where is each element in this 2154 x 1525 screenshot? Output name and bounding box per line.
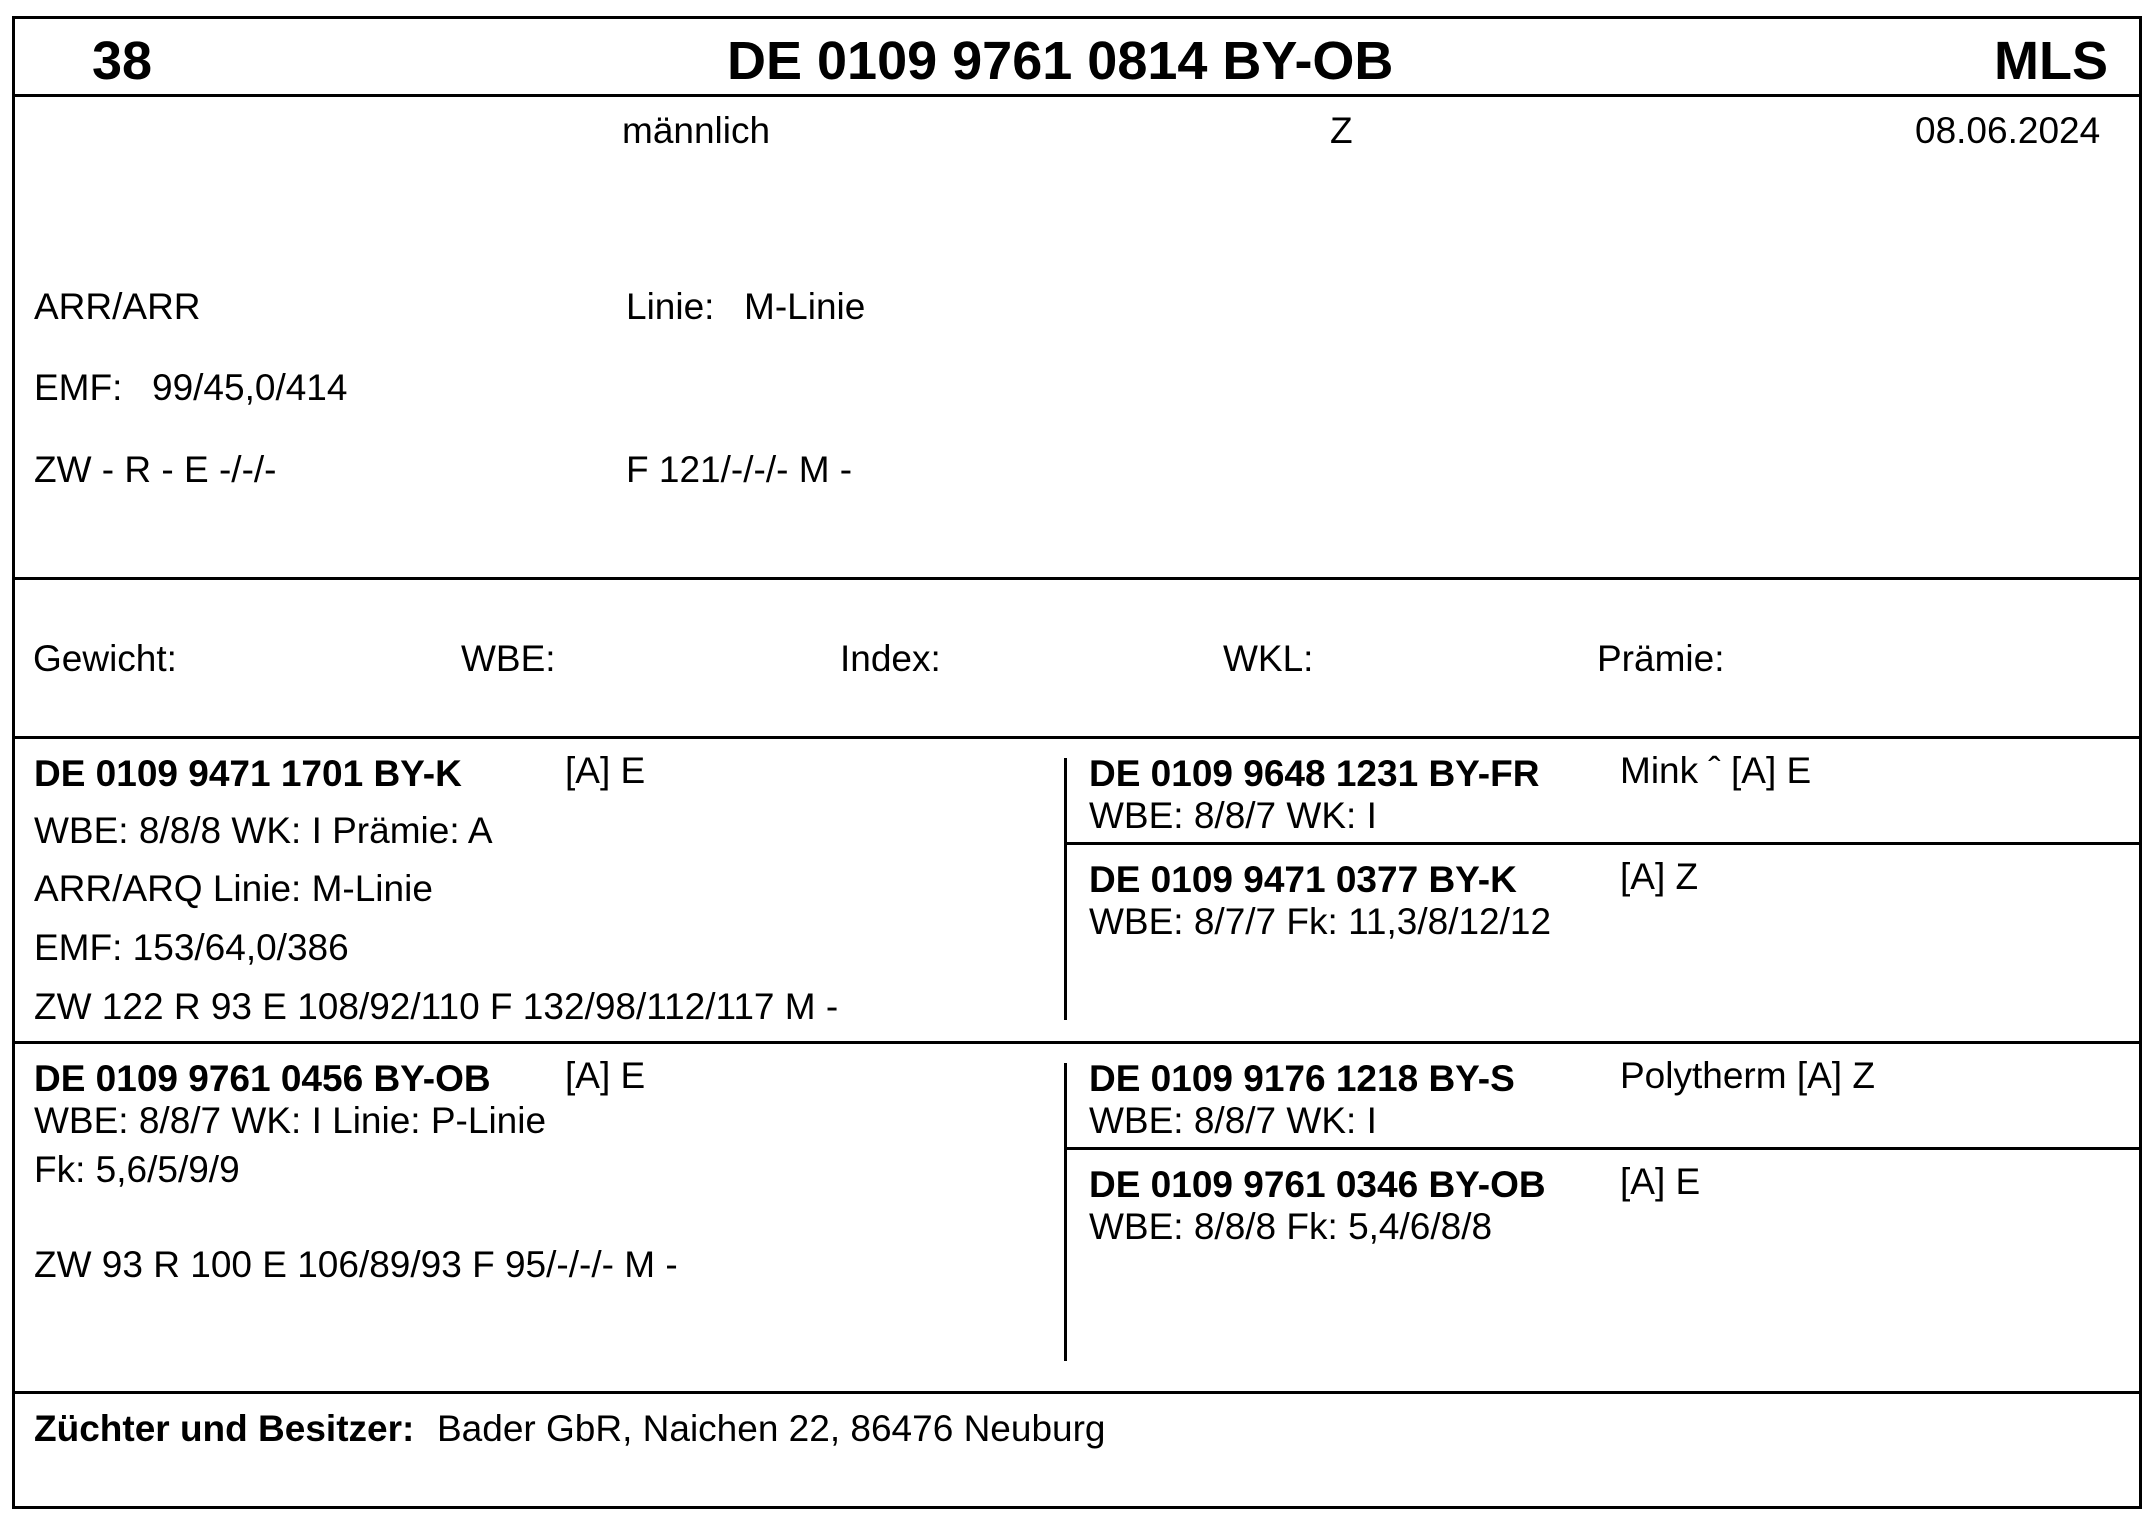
emf-label: EMF:	[34, 367, 123, 408]
dam-dam-tag: [A] E	[1620, 1161, 1701, 1202]
dam-id: DE 0109 9761 0456 BY-OB	[34, 1058, 491, 1099]
index-label: Index:	[840, 638, 941, 679]
genotype: ARR/ARR	[34, 286, 201, 327]
f-values: F 121/-/-/- M -	[626, 449, 853, 490]
status: Z	[1330, 110, 1353, 151]
dam-tag: [A] E	[565, 1055, 646, 1096]
catalog-number: 38	[92, 31, 153, 91]
sire-sire-id: DE 0109 9648 1231 BY-FR	[1089, 753, 1540, 794]
line-value: M-Linie	[744, 286, 866, 327]
breed: MLS	[1994, 31, 2108, 91]
divider-sire	[12, 1041, 2142, 1044]
dam-wbe: WBE: 8/8/7 WK: I Linie: P-Linie	[34, 1100, 547, 1141]
birth-date: 08.06.2024	[1915, 110, 2101, 151]
emf-value: 99/45,0/414	[152, 367, 348, 408]
sire-dam-wbe: WBE: 8/7/7 Fk: 11,3/8/12/12	[1089, 901, 1552, 942]
dam-dam-id: DE 0109 9761 0346 BY-OB	[1089, 1164, 1546, 1205]
sire-tag: [A] E	[565, 750, 646, 791]
dam-dam-wbe: WBE: 8/8/8 Fk: 5,4/6/8/8	[1089, 1206, 1493, 1247]
animal-id: DE 0109 9761 0814 BY-OB	[727, 31, 1394, 91]
sire-zw: ZW 122 R 93 E 108/92/110 F 132/98/112/117 M -	[34, 986, 839, 1027]
weight-label: Gewicht:	[33, 638, 177, 679]
divider-dam-grandparents	[1066, 1147, 2142, 1150]
divider-sire-grandparents	[1066, 842, 2142, 845]
divider-header	[12, 94, 2142, 97]
wbe-label: WBE:	[461, 638, 556, 679]
sire-sire-tag: Mink ˆ [A] E	[1620, 750, 1812, 791]
zw-values: ZW - R - E -/-/-	[34, 449, 277, 490]
sire-genotype: ARR/ARQ Linie: M-Linie	[34, 868, 433, 909]
divider-rating	[12, 736, 2142, 739]
dam-sire-id: DE 0109 9176 1218 BY-S	[1089, 1058, 1515, 1099]
sire-emf: EMF: 153/64,0/386	[34, 927, 349, 968]
dam-fk: Fk: 5,6/5/9/9	[34, 1149, 240, 1190]
sire-dam-tag: [A] Z	[1620, 856, 1699, 897]
divider-sire-column	[1064, 758, 1067, 1020]
divider-dam	[12, 1391, 2142, 1394]
dam-zw: ZW 93 R 100 E 106/89/93 F 95/-/-/- M -	[34, 1244, 678, 1285]
sire-wbe: WBE: 8/8/8 WK: I Prämie: A	[34, 810, 493, 851]
divider-dam-column	[1064, 1063, 1067, 1361]
sex: männlich	[622, 110, 771, 151]
sire-sire-wbe: WBE: 8/8/7 WK: I	[1089, 795, 1377, 836]
dam-sire-tag: Polytherm [A] Z	[1620, 1055, 1875, 1096]
breeder-label: Züchter und Besitzer:	[34, 1408, 415, 1449]
line-label: Linie:	[626, 286, 715, 327]
divider-info	[12, 577, 2142, 580]
breeder-value: Bader GbR, Naichen 22, 86476 Neuburg	[437, 1408, 1106, 1449]
dam-sire-wbe: WBE: 8/8/7 WK: I	[1089, 1100, 1377, 1141]
sire-id: DE 0109 9471 1701 BY-K	[34, 753, 462, 794]
wkl-label: WKL:	[1223, 638, 1314, 679]
premium-label: Prämie:	[1597, 638, 1725, 679]
sire-dam-id: DE 0109 9471 0377 BY-K	[1089, 859, 1517, 900]
